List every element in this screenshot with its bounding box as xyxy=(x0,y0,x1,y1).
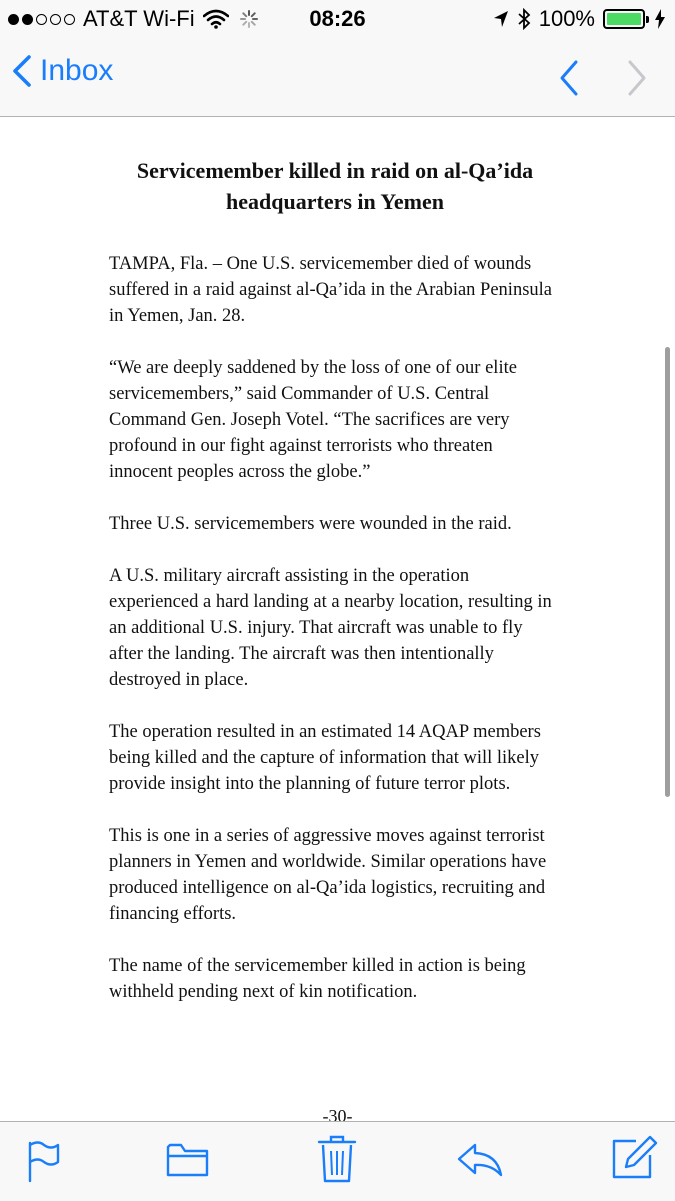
carrier-label: AT&T Wi-Fi xyxy=(83,6,195,31)
flag-icon[interactable] xyxy=(24,1139,64,1183)
scroll-indicator[interactable] xyxy=(665,347,670,797)
bluetooth-icon xyxy=(517,8,531,30)
navigation-bar xyxy=(0,40,675,117)
paragraph: The operation resulted in an estimated 14 AQAP members being killed and the capture of information that will likely provide insight into the planning of future terror plots. xyxy=(109,722,541,794)
status-right xyxy=(493,6,665,32)
paragraph: Three U.S. servicemembers were wounded in the raid. xyxy=(109,514,512,534)
status-time: 08:26 xyxy=(309,6,366,31)
compose-icon[interactable] xyxy=(610,1135,658,1181)
paragraph: The name of the servicemember killed in action is being withheld pending next of kin notification. xyxy=(109,956,526,1002)
email-title: Servicemember killed in raid on al-Qa’ida headquarters in Yemen xyxy=(136,158,534,214)
trash-icon[interactable] xyxy=(317,1135,357,1183)
previous-message-button[interactable] xyxy=(552,58,586,98)
email-body[interactable] xyxy=(0,117,675,1121)
paragraph: TAMPA, Fla. – One U.S. servicemember died of wounds suffered in a raid against al-Qa’ida in the Arabian Peninsula in Yemen, Jan. 28. xyxy=(109,254,552,326)
battery-icon xyxy=(603,9,645,29)
paragraph: “We are deeply saddened by the loss of one of our elite servicemembers,” said Commander of U.S. Central Command Gen. Joseph Votel. “The sacrifices are very profound in our fight against terrorists who threaten innocent peoples across the globe.” xyxy=(109,358,517,482)
back-label: Inbox xyxy=(40,54,114,87)
next-message-button[interactable] xyxy=(622,58,656,98)
reply-icon[interactable] xyxy=(455,1139,505,1179)
end-mark: -30- xyxy=(322,1106,353,1121)
paragraph: This is one in a series of aggressive moves against terrorist planners in Yemen and worldwide. Similar operations have produced intelligence on al-Qa’ida logistics, recruiting and financing efforts. xyxy=(109,826,547,924)
bottom-toolbar xyxy=(0,1121,675,1201)
charging-bolt-icon xyxy=(655,9,665,29)
chevron-left-icon xyxy=(12,54,32,88)
location-arrow-icon xyxy=(493,10,509,28)
folder-icon[interactable] xyxy=(166,1139,210,1179)
status-bar xyxy=(0,0,675,40)
back-button[interactable] xyxy=(12,54,113,88)
battery-percent: 100% xyxy=(538,6,595,31)
paragraph: A U.S. military aircraft assisting in the operation experienced a hard landing at a nearby location, resulting in an additional U.S. injury. That aircraft was unable to fly after the landing. The aircraft was then intentionally destroyed in place. xyxy=(109,566,552,690)
press-release xyxy=(109,155,561,1031)
